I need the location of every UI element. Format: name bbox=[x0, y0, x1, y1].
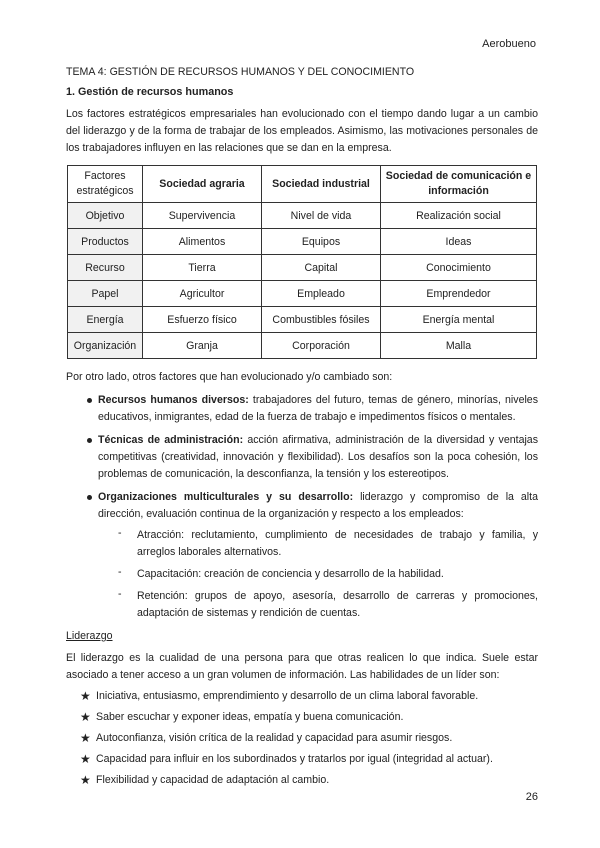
table-cell: Malla bbox=[381, 333, 537, 359]
bullet-term: Organizaciones multiculturales y su desarrollo: bbox=[98, 491, 354, 503]
table-header-cell: Sociedad agraria bbox=[143, 166, 262, 203]
table-row bbox=[68, 255, 537, 281]
table-cell: Granja bbox=[143, 333, 262, 359]
table-row bbox=[68, 203, 537, 229]
list-item bbox=[66, 489, 538, 622]
other-factors-intro: Por otro lado, otros factores que han evolucionado y/o cambiado son: bbox=[66, 371, 393, 383]
table-cell: Combustibles fósiles bbox=[262, 307, 381, 333]
page-header-author: Aerobueno bbox=[482, 38, 536, 50]
table-cell: Energía mental bbox=[381, 307, 537, 333]
intro-paragraph: Los factores estratégicos empresariales han evolucionado con el tiempo dando lugar a un cambio del liderazgo y de la forma de trabajar de los empleados. Asimismo, las motivaciones personales de los trabajadores influyen en las relaciones que se dan en la empresa. bbox=[66, 108, 538, 154]
table-row bbox=[68, 333, 537, 359]
table-cell: Ideas bbox=[381, 229, 537, 255]
table-row-header: Papel bbox=[68, 281, 143, 307]
skill-text: Capacidad para influir en los subordinados y tratarlos por igual (integridad al actuar). bbox=[96, 753, 493, 765]
bullet-dot-icon bbox=[87, 398, 92, 403]
leadership-heading: Liderazgo bbox=[66, 630, 113, 642]
skill-text: Iniciativa, entusiasmo, emprendimiento y desarrollo de un clima laboral favorable. bbox=[96, 690, 479, 702]
dash-icon: - bbox=[118, 588, 122, 600]
page-number: 26 bbox=[525, 791, 538, 803]
bullet-term: Técnicas de administración: bbox=[98, 434, 244, 446]
table-row-header: Organización bbox=[68, 333, 143, 359]
list-item bbox=[66, 392, 538, 426]
table-cell: Supervivencia bbox=[143, 203, 262, 229]
list-item bbox=[66, 688, 538, 705]
table-cell: Emprendedor bbox=[381, 281, 537, 307]
dash-icon: - bbox=[118, 566, 122, 578]
table-cell: Agricultor bbox=[143, 281, 262, 307]
table-cell: Equipos bbox=[262, 229, 381, 255]
bullet-text: acción afirmativa, administración de la diversidad y ventajas competitivas (creatividad, innovación y flexibilidad). Los desafíos son la poca cohesión, los problemas de comunicación, la desconfianza, la tensión y los estereotipos. bbox=[98, 434, 538, 480]
sub-list-item bbox=[98, 566, 538, 583]
skill-text: Saber escuchar y exponer ideas, empatía y buena comunicación. bbox=[96, 711, 404, 723]
table-row-header: Productos bbox=[68, 229, 143, 255]
sub-list-item bbox=[98, 527, 538, 561]
document-title: TEMA 4: GESTIÓN DE RECURSOS HUMANOS Y DEL CONOCIMIENTO bbox=[66, 66, 415, 78]
table-cell: Conocimiento bbox=[381, 255, 537, 281]
table-cell: Esfuerzo físico bbox=[143, 307, 262, 333]
star-icon: ★ bbox=[80, 710, 91, 724]
table-cell: Corporación bbox=[262, 333, 381, 359]
table-cell: Empleado bbox=[262, 281, 381, 307]
star-icon: ★ bbox=[80, 689, 91, 703]
bullet-dot-icon bbox=[87, 495, 92, 500]
table-cell: Realización social bbox=[381, 203, 537, 229]
bullet-term: Recursos humanos diversos: bbox=[98, 394, 249, 406]
bullet-dot-icon bbox=[87, 438, 92, 443]
leader-skills-list bbox=[66, 688, 538, 789]
table-cell: Capital bbox=[262, 255, 381, 281]
table-header-cell: Sociedad industrial bbox=[262, 166, 381, 203]
table-row-header: Objetivo bbox=[68, 203, 143, 229]
star-icon: ★ bbox=[80, 773, 91, 787]
table-cell: Nivel de vida bbox=[262, 203, 381, 229]
dash-icon: - bbox=[118, 527, 122, 539]
strategic-factors-table bbox=[67, 165, 537, 359]
table-header-row bbox=[68, 166, 537, 203]
bullet-text: trabajadores del futuro, temas de género, minorías, niveles educativos, inmigrantes, edad de la fuerza de trabajo e impedimentos físicos o mentales. bbox=[98, 394, 538, 423]
table-row-header: Recurso bbox=[68, 255, 143, 281]
sub-list bbox=[98, 527, 538, 622]
table-cell: Alimentos bbox=[143, 229, 262, 255]
star-icon: ★ bbox=[80, 731, 91, 745]
page-content bbox=[66, 66, 538, 793]
sub-item-text: Retención: grupos de apoyo, asesoría, desarrollo de carreras y promociones, adaptación de sistemas y rendición de cuentas. bbox=[137, 590, 538, 619]
list-item bbox=[66, 772, 538, 789]
table-row bbox=[68, 307, 537, 333]
table-header-cell: Sociedad de comunicación e información bbox=[381, 166, 537, 203]
bullet-text: liderazgo y compromiso de la alta dirección, evaluación continua de la organización y respecto a los empleados: bbox=[98, 491, 538, 520]
sub-item-text: Capacitación: creación de conciencia y desarrollo de la habilidad. bbox=[137, 568, 444, 580]
section-title: 1. Gestión de recursos humanos bbox=[66, 86, 234, 98]
table-row bbox=[68, 281, 537, 307]
list-item bbox=[66, 751, 538, 768]
list-item bbox=[66, 709, 538, 726]
skill-text: Autoconfianza, visión crítica de la realidad y capacidad para asumir riesgos. bbox=[96, 732, 453, 744]
list-item bbox=[66, 432, 538, 483]
star-icon: ★ bbox=[80, 752, 91, 766]
skill-text: Flexibilidad y capacidad de adaptación al cambio. bbox=[96, 774, 330, 786]
factors-bullet-list bbox=[66, 392, 538, 622]
sub-item-text: Atracción: reclutamiento, cumplimiento de necesidades de trabajo y familia, y arreglos laborales alternativos. bbox=[137, 529, 538, 558]
list-item bbox=[66, 730, 538, 747]
table-row-header: Energía bbox=[68, 307, 143, 333]
table-cell: Tierra bbox=[143, 255, 262, 281]
table-row bbox=[68, 229, 537, 255]
leadership-paragraph: El liderazgo es la cualidad de una persona para que otras realicen lo que indica. Suele estar asociado a tener acceso a un gran volumen de información. Las habilidades de un líder son: bbox=[66, 652, 538, 681]
sub-list-item bbox=[98, 588, 538, 622]
table-header-cell: Factores estratégicos bbox=[68, 166, 143, 203]
